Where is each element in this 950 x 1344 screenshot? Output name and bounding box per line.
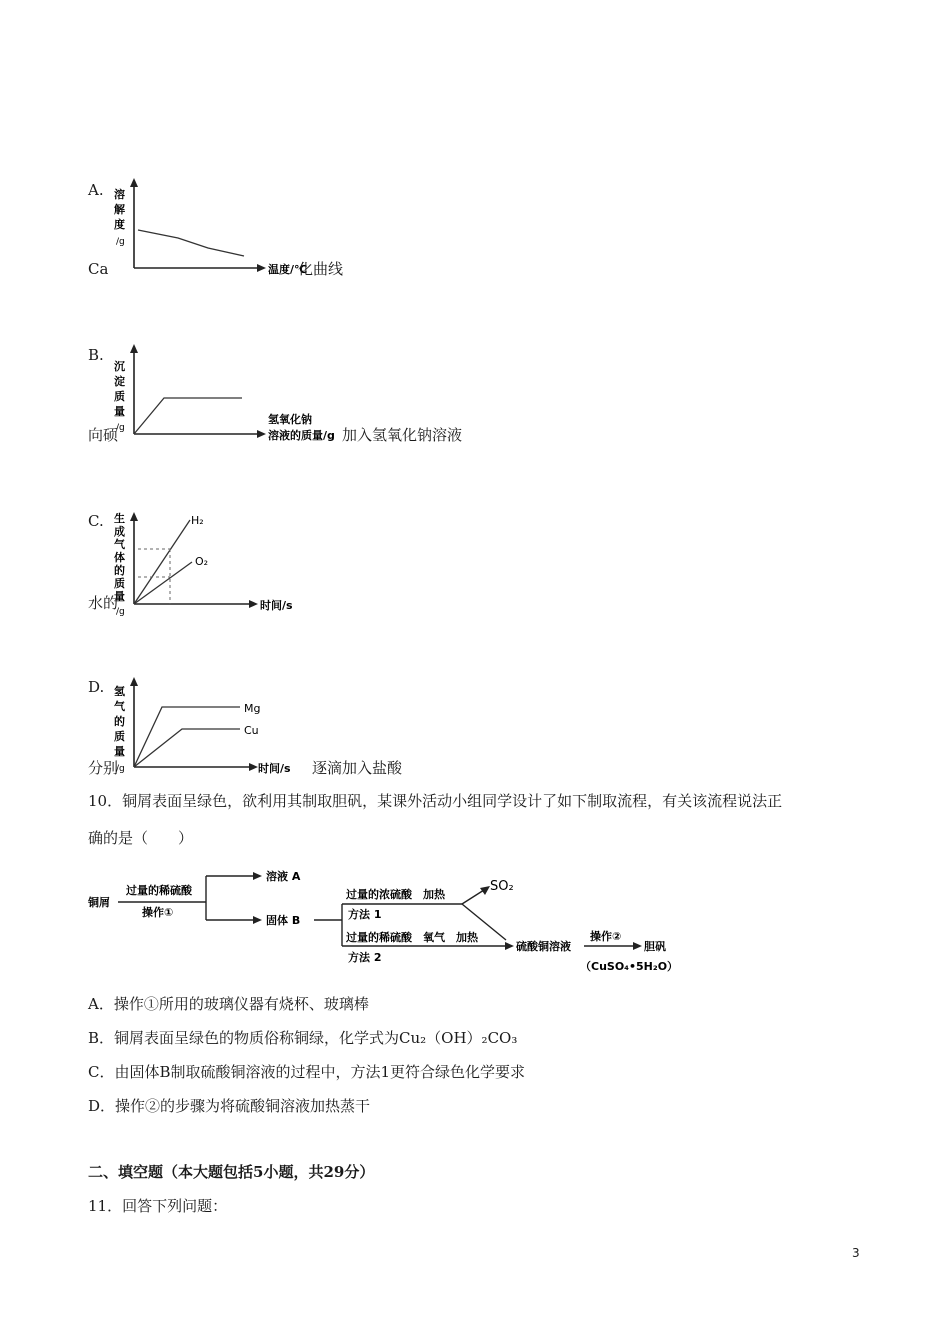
option-b-letter: B. xyxy=(88,346,104,364)
option-c-ylabel-4: 体 xyxy=(114,551,125,564)
section2-heading: 二、填空题（本大题包括5小题，共29分） xyxy=(88,1163,375,1181)
q10-choice-d: D．操作②的步骤为将硫酸铜溶液加热蒸干 xyxy=(88,1097,371,1115)
option-b-x-arrow xyxy=(257,430,266,438)
q10-choice-c: C．由固体B制取硫酸铜溶液的过程中，方法1更符合绿色化学要求 xyxy=(88,1063,526,1081)
option-a-x-arrow xyxy=(257,264,266,272)
option-a-curve xyxy=(138,230,244,256)
flow-op2-arrow xyxy=(633,942,642,950)
flow-arrow-b xyxy=(253,916,262,924)
option-d-yunit: /g xyxy=(116,764,125,774)
flow-m1-bottom: 方法 1 xyxy=(348,908,382,921)
option-c-x-arrow xyxy=(249,600,258,608)
option-a-caption: Ca xyxy=(88,260,109,278)
option-d-ylabel-2: 气 xyxy=(114,700,125,713)
flow-so2: SO₂ xyxy=(490,879,514,894)
flow-so2-arrow xyxy=(480,886,490,895)
option-d-series-cu: Cu xyxy=(244,724,259,737)
option-b-caption-tail: 加入氢氧化钠溶液 xyxy=(342,426,463,444)
option-b-graph xyxy=(108,340,348,446)
option-b-yunit: /g xyxy=(116,423,125,433)
flow-formula: （CuSO₄•5H₂O） xyxy=(580,960,679,973)
option-c-ylabel-2: 成 xyxy=(114,525,125,538)
option-a-y-arrow xyxy=(130,178,138,187)
option-d-cu-curve xyxy=(134,729,240,767)
option-a-caption-tail: 化曲线 xyxy=(298,260,344,278)
option-d-y-arrow xyxy=(130,677,138,686)
option-c-o2-line xyxy=(134,562,192,604)
option-d-graph xyxy=(108,673,328,779)
option-c-ylabel-7: 量 xyxy=(114,590,125,603)
option-c-ylabel-6: 质 xyxy=(114,577,125,590)
flow-arrow-a xyxy=(253,872,262,880)
option-c-series-h2: H₂ xyxy=(191,514,204,527)
option-b-ylabel-1: 沉 xyxy=(114,360,125,373)
option-d-mg-curve xyxy=(134,707,240,767)
flow-m2-bottom: 方法 2 xyxy=(348,951,382,964)
option-b-xlabel-2: 溶液的质量/g xyxy=(268,429,335,442)
page-number: 3 xyxy=(852,1246,860,1260)
option-a-letter: A. xyxy=(88,181,104,199)
flow-solid-b: 固体 B xyxy=(266,914,301,927)
option-a-yunit: /g xyxy=(116,237,125,247)
q10-choice-a: A．操作①所用的玻璃仪器有烧杯、玻璃棒 xyxy=(88,995,369,1013)
option-a-ylabel-1: 溶 xyxy=(114,188,125,201)
option-c-series-o2: O₂ xyxy=(195,555,209,568)
option-c-ylabel-5: 的 xyxy=(114,564,125,577)
option-c-xlabel: 时间/s xyxy=(260,599,293,612)
flow-m2-arrow xyxy=(505,942,514,950)
option-a-ylabel-3: 度 xyxy=(114,218,125,231)
option-d-xlabel: 时间/s xyxy=(258,762,291,775)
option-d-ylabel-5: 量 xyxy=(114,745,125,758)
option-c-y-arrow xyxy=(130,512,138,521)
option-b-xlabel-1: 氢氧化钠 xyxy=(268,413,312,426)
option-b-ylabel-3: 质 xyxy=(114,390,125,403)
option-c-graph xyxy=(108,508,328,620)
flow-solution-a: 溶液 A xyxy=(266,870,301,883)
option-b-ylabel-4: 量 xyxy=(114,405,125,418)
option-d-ylabel-3: 的 xyxy=(114,715,125,728)
option-d-ylabel-1: 氢 xyxy=(114,685,125,698)
flow-cuso4-solution: 硫酸铜溶液 xyxy=(516,940,571,953)
option-c-letter: C. xyxy=(88,512,104,530)
flow-so2-line xyxy=(462,890,484,904)
option-d-caption-tail: 逐滴加入盐酸 xyxy=(312,759,403,777)
option-c-h2-line xyxy=(134,520,190,604)
option-a-ylabel-2: 解 xyxy=(114,203,125,216)
flow-step1-top: 过量的稀硫酸 xyxy=(126,884,192,897)
option-d-x-arrow xyxy=(249,763,258,771)
option-c-caption: 水的 xyxy=(88,594,119,612)
option-b-ylabel-2: 淀 xyxy=(114,375,125,388)
flow-m1-top: 过量的浓硫酸 加热 xyxy=(346,888,445,901)
option-b-caption: 向硕 xyxy=(88,426,119,444)
option-d-ylabel-4: 质 xyxy=(114,730,125,743)
q10-stem-line2: 确的是（ ） xyxy=(88,829,194,847)
option-c-ylabel-3: 气 xyxy=(114,538,125,551)
option-d-series-mg: Mg xyxy=(244,702,261,715)
option-c-ylabel-1: 生 xyxy=(114,512,125,525)
flow-op2: 操作② xyxy=(590,930,622,943)
option-d-letter: D. xyxy=(88,678,105,696)
q10-flowchart xyxy=(86,864,702,976)
flow-m2-top: 过量的稀硫酸 氧气 加热 xyxy=(346,931,478,944)
option-b-y-arrow xyxy=(130,344,138,353)
flow-start: 铜屑 xyxy=(88,896,110,909)
q10-choice-b: B．铜屑表面呈绿色的物质俗称铜绿，化学式为Cu₂（OH）₂CO₃ xyxy=(88,1029,518,1047)
q11-stem: 11．回答下列问题： xyxy=(88,1197,228,1215)
flow-product: 胆矾 xyxy=(644,940,666,953)
option-c-yunit: /g xyxy=(116,607,125,617)
option-a-xlabel: 温度/℃ xyxy=(268,263,308,276)
option-d-caption: 分别 xyxy=(88,759,119,777)
option-b-curve xyxy=(134,398,242,434)
flow-step1-bottom: 操作① xyxy=(142,906,174,919)
q10-stem-line1: 10．铜屑表面呈绿色，欲利用其制取胆矾，某课外活动小组同学设计了如下制取流程，有关该流程说法正 xyxy=(88,792,783,810)
